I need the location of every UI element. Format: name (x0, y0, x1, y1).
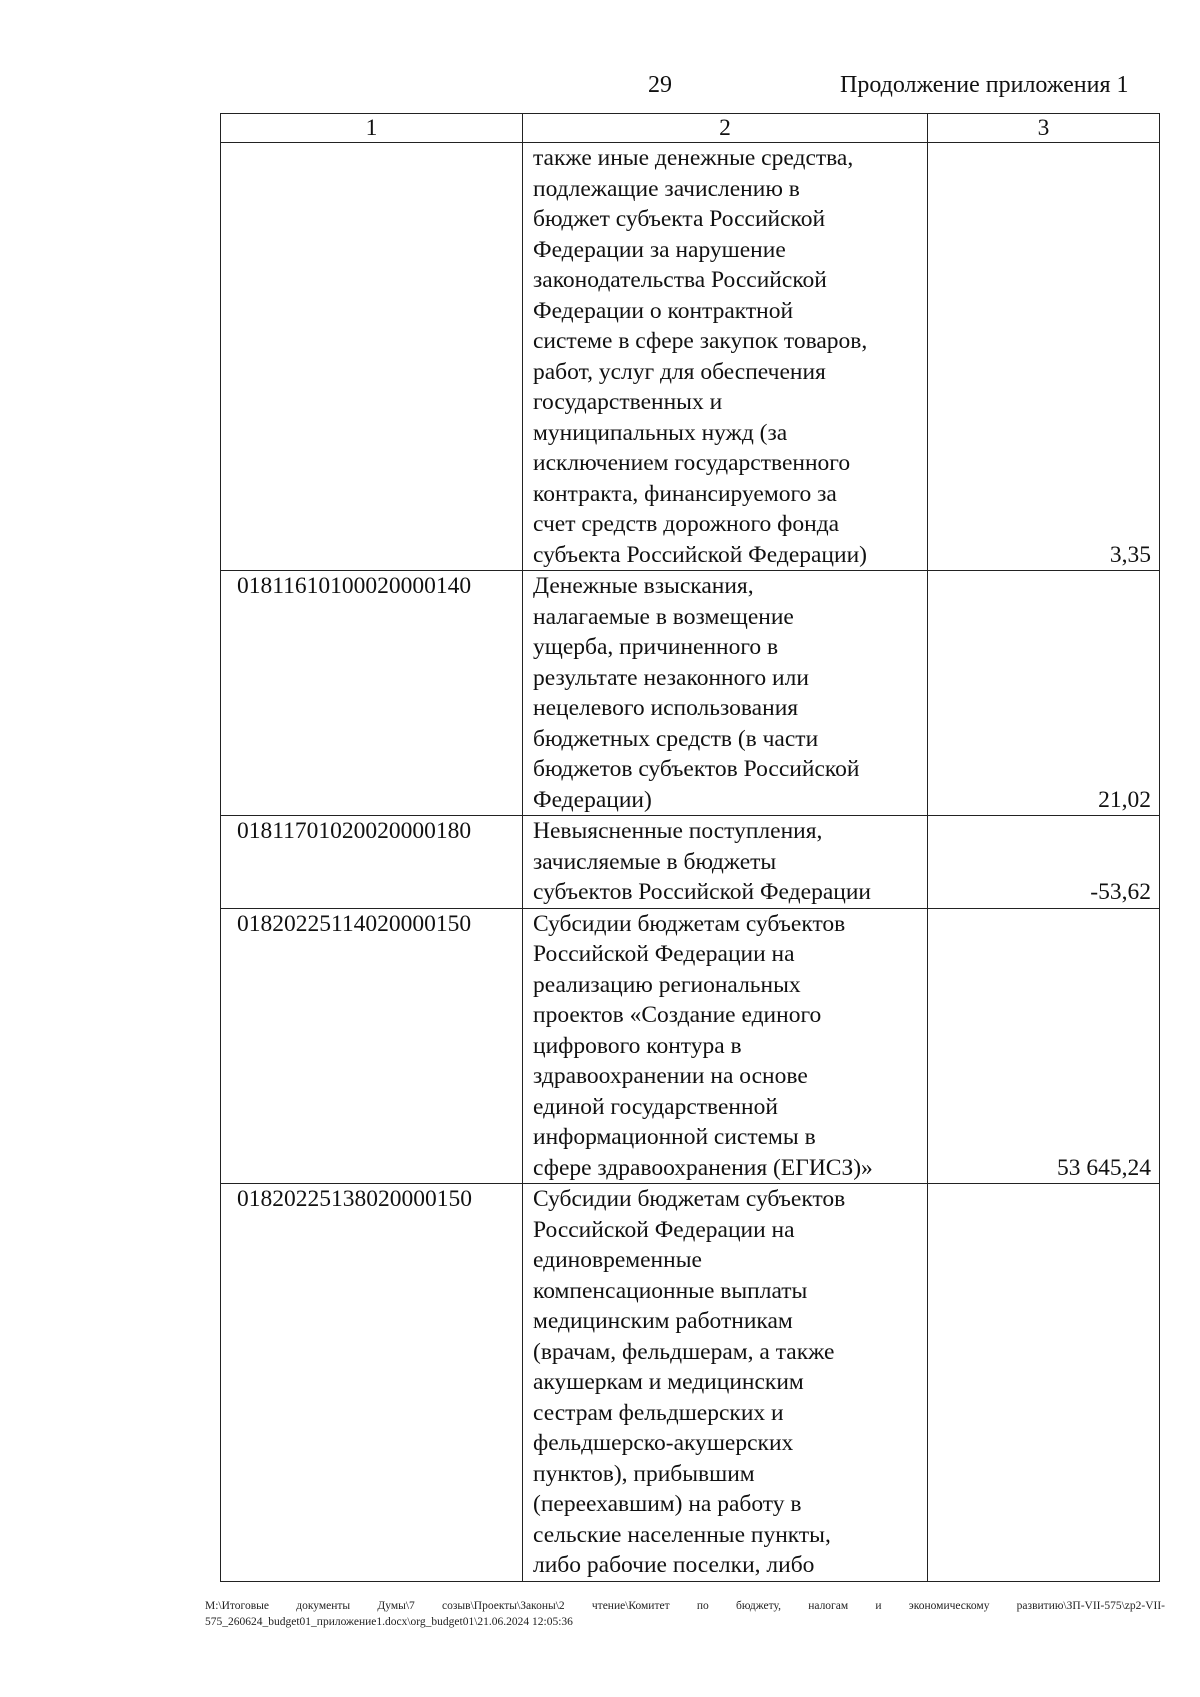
budget-code-cell: 01811610100020000140 (221, 571, 523, 816)
description-cell (523, 908, 928, 1184)
table-row (221, 908, 1160, 1184)
description-line: (переехавшим) на работу в (533, 1491, 802, 1517)
description-line: государственных и (533, 389, 723, 415)
description-cell (523, 1184, 928, 1582)
description-line: проектов «Создание единого (533, 1002, 822, 1028)
description-line: либо рабочие поселки, либо (533, 1552, 815, 1578)
amount-cell: -53,62 (928, 816, 1160, 909)
budget-code-cell: 01811701020020000180 (221, 816, 523, 909)
description-line: цифрового контура в (533, 1032, 742, 1059)
column-header-amount: 3 (928, 114, 1160, 143)
budget-code-cell (221, 143, 523, 571)
description-line: реализацию региональных (533, 971, 801, 998)
description-line: субъекта Российской Федерации) (533, 541, 867, 568)
amount-cell: 3,35 (928, 143, 1160, 571)
description-line: системе в сфере закупок товаров, (533, 328, 868, 354)
description-line: пунктов), прибывшим (533, 1460, 755, 1487)
description-line: компенсационные выплаты (533, 1277, 808, 1304)
description-line: налагаемые в возмещение (533, 603, 794, 630)
page-number: 29 (648, 72, 672, 98)
description-line: сестрам фельдшерских и (533, 1399, 784, 1426)
description-line: Невыясненные поступления, (533, 818, 823, 844)
description-line: зачисляемые в бюджеты (533, 848, 777, 875)
description-cell (523, 143, 928, 571)
description-line: бюджетных средств (в части (533, 725, 819, 752)
description-line: нецелевого использования (533, 695, 799, 721)
amount-cell: 21,02 (928, 571, 1160, 816)
description-line: сфере здравоохранения (ЕГИСЗ)» (533, 1154, 873, 1181)
description-line: Федерации) (533, 786, 652, 813)
description-line: результате незаконного или (533, 664, 809, 691)
description-line: сельские населенные пункты, (533, 1521, 831, 1548)
column-header-description: 2 (523, 114, 928, 143)
description-line: контракта, финансируемого за (533, 480, 837, 507)
document-file-path: M:\Итоговые документы Думы\7 созыв\Проекты\Законы\2 чтение\Комитет по бюджету, налогам и экономическому развитию\ЗП-VII-575\zp2-VII-575_260624_budget01_приложение1.docx\org_budget01\21.06.2024 12:05:36 (205, 1600, 1165, 1628)
appendix-continuation-caption: Продолжение приложения 1 (840, 72, 1129, 98)
table-row (221, 571, 1160, 816)
description-line: акушеркам и медицинским (533, 1369, 804, 1395)
description-line: Субсидии бюджетам субъектов (533, 910, 846, 937)
description-line: единой государственной (533, 1093, 778, 1120)
budget-table (220, 113, 1160, 1582)
description-line: Российской Федерации на (533, 941, 795, 967)
description-line: исключением государственного (533, 450, 851, 476)
description-line: подлежащие зачислению в (533, 175, 800, 202)
table-row (221, 816, 1160, 909)
table-row (221, 143, 1160, 571)
table-header-row (221, 114, 1160, 143)
description-line: Российской Федерации на (533, 1216, 795, 1243)
description-line: Федерации за нарушение (533, 236, 786, 263)
description-line: единовременные (533, 1247, 702, 1273)
description-line: законодательства Российской (533, 267, 827, 293)
description-line: медицинским работникам (533, 1308, 793, 1334)
description-line: информационной системы в (533, 1124, 816, 1150)
description-line: Федерации о контрактной (533, 297, 794, 324)
description-cell (523, 816, 928, 909)
description-cell (523, 571, 928, 816)
description-line: здравоохранении на основе (533, 1063, 808, 1089)
table-row (221, 1184, 1160, 1582)
amount-cell (928, 1184, 1160, 1582)
amount-cell: 53 645,24 (928, 908, 1160, 1184)
column-header-code: 1 (221, 114, 523, 143)
description-line: субъектов Российской Федерации (533, 879, 871, 905)
description-line: счет средств дорожного фонда (533, 511, 840, 537)
description-line: муниципальных нужд (за (533, 419, 788, 446)
budget-code-cell: 01820225138020000150 (221, 1184, 523, 1582)
budget-code-cell: 01820225114020000150 (221, 908, 523, 1184)
description-line: также иные денежные средства, (533, 145, 854, 171)
description-line: бюджетов субъектов Российской (533, 756, 860, 782)
description-line: фельдшерско-акушерских (533, 1430, 794, 1456)
description-line: работ, услуг для обеспечения (533, 358, 826, 385)
description-line: Денежные взыскания, (533, 573, 754, 599)
description-line: бюджет субъекта Российской (533, 206, 826, 232)
description-line: Субсидии бюджетам субъектов (533, 1186, 846, 1212)
description-line: ущерба, причиненного в (533, 634, 779, 660)
description-line: (врачам, фельдшерам, а также (533, 1338, 835, 1365)
